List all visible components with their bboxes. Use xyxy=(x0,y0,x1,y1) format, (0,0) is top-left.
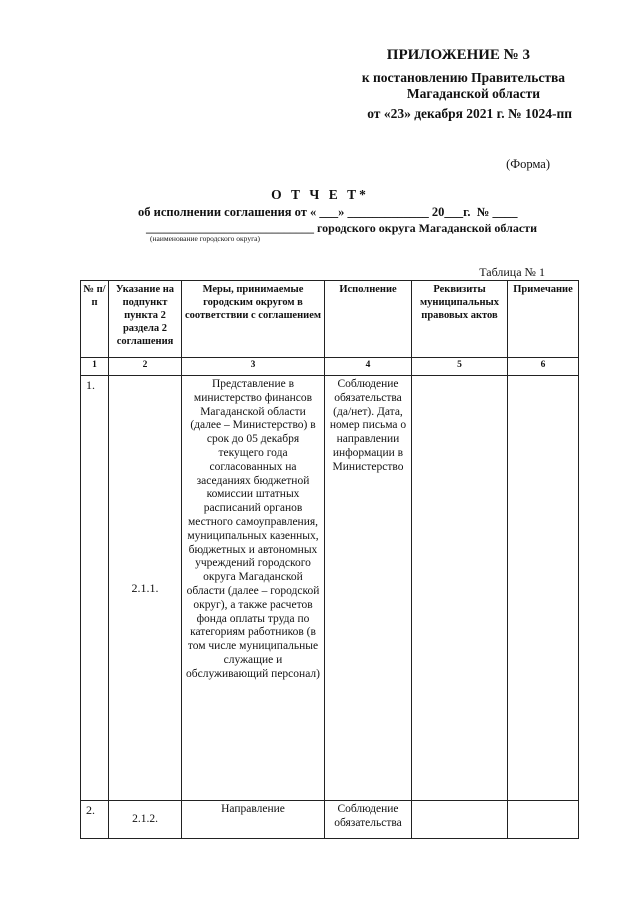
report-subtitle-line2: ____________________________ городского округа Магаданской области xyxy=(146,221,537,235)
decree-reference-line3: от «23» декабря 2021 г. № 1024-пп xyxy=(367,106,572,121)
row-number: 1. xyxy=(81,376,109,801)
row-execution: Соблюдение обязательства (да/нет). Дата, номер письма о направлении информации в Министерство xyxy=(325,376,412,801)
column-number: 1 xyxy=(81,358,109,376)
row-note xyxy=(508,801,579,839)
row-clause: 2.1.2. xyxy=(109,801,182,839)
header-number: № п/п xyxy=(81,281,109,358)
header-clause: Указание на подпункт пункта 2 раздела 2 соглашения xyxy=(109,281,182,358)
report-title: О Т Ч Е Т* xyxy=(271,187,369,202)
table-label: Таблица № 1 xyxy=(479,265,545,279)
municipality-name-note: (наименование городского округа) xyxy=(150,234,260,243)
appendix-title: ПРИЛОЖЕНИЕ № 3 xyxy=(386,47,530,63)
column-number: 2 xyxy=(109,358,182,376)
column-number: 6 xyxy=(508,358,579,376)
row-measure: Направление xyxy=(182,801,325,839)
row-legal-acts xyxy=(412,801,508,839)
row-measure: Представление в министерство финансов Магаданской области (далее – Министерство) в срок до 05 декабря текущего года согласованных на заседаниях бюджетной комиссии штатных расписаний органов местного самоуправления, муниципальных казенных, бюджетных и автономных учреждений городского округа Магаданской области (далее – городской округ), а также расчетов фонда оплаты труда по категориям работников (в том числе муниципальные служащие и обслуживающий персонал) xyxy=(182,376,325,801)
header-legal-acts: Реквизиты муниципальных правовых актов xyxy=(412,281,508,358)
row-note xyxy=(508,376,579,801)
column-number: 3 xyxy=(182,358,325,376)
table-row xyxy=(81,376,579,801)
column-number: 5 xyxy=(412,358,508,376)
column-number-row xyxy=(81,358,579,376)
header-execution: Исполнение xyxy=(325,281,412,358)
header-note: Примечание xyxy=(508,281,579,358)
form-label: (Форма) xyxy=(506,157,550,171)
header-measures: Меры, принимаемые городским округом в соответствии с соглашением xyxy=(182,281,325,358)
report-table xyxy=(80,280,579,839)
decree-reference-line1: к постановлению Правительства xyxy=(361,70,565,85)
column-number: 4 xyxy=(325,358,412,376)
table-header-row xyxy=(81,281,579,358)
table-row xyxy=(81,801,579,839)
row-execution: Соблюдение обязательства xyxy=(325,801,412,839)
decree-reference-line2: Магаданской области xyxy=(406,86,540,101)
row-number: 2. xyxy=(81,801,109,839)
row-clause: 2.1.1. xyxy=(109,376,182,801)
report-subtitle-line1: об исполнении соглашения от « ___» _____________ 20___г. № ____ xyxy=(138,205,518,219)
row-legal-acts xyxy=(412,376,508,801)
